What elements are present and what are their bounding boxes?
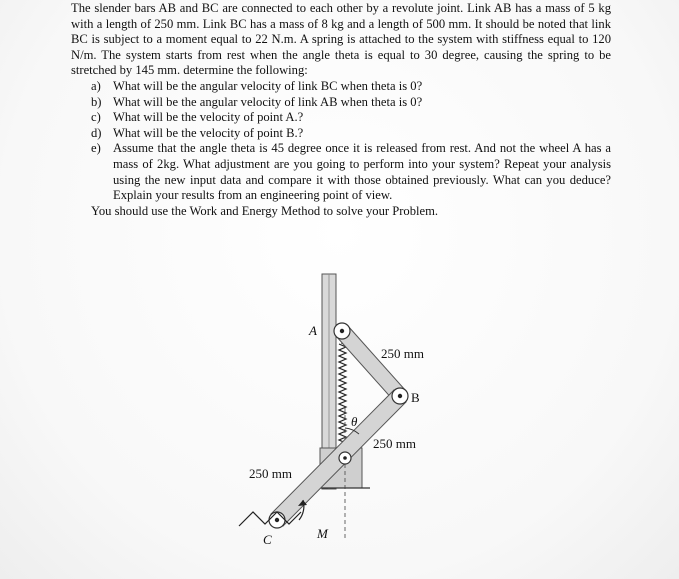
pin-b-center [398, 394, 402, 398]
label-b: B [411, 390, 420, 405]
pin-c-center [275, 518, 279, 522]
question-item [91, 110, 611, 126]
mechanism-diagram [235, 268, 445, 553]
question-item [91, 94, 611, 111]
question-text: Assume that the angle theta is 45 degree once it is released from rest. And not the wheel A has a mass of 2kg. What adjustment are you going to perform into your system? Repeat your analysis using the new input data and compare it with those obtained previously. What can you deduce? Explain your results from an engineering point of view. [113, 141, 611, 203]
dimension-bc-lower: 250 mm [249, 466, 292, 481]
problem-closing: You should use the Work and Energy Method to solve your Problem. [91, 203, 439, 218]
question-label: b) [91, 94, 102, 109]
problem-intro: The slender bars AB and BC are connected to each other by a revolute joint. Link AB has a mass of 5 kg with a length of 250 mm. Link BC has a mass of 8 kg and a length of 500 mm. It should be noted that link BC is subject to a moment equal to 22 N.m. A spring is attached to the system with stiffness equal to 120 N/m. The system starts from rest when the angle theta is equal to 30 degree, causing the spring to be stretched by 145 mm. determine the following: [71, 1, 611, 78]
slider-pin-center [343, 456, 347, 460]
dimension-ab: 250 mm [381, 346, 424, 361]
mechanism-figure [235, 268, 445, 553]
label-c: C [263, 532, 272, 547]
question-text: What will be the angular velocity of link BC when theta is 0? [113, 78, 423, 93]
question-text: What will be the velocity of point A.? [113, 110, 304, 125]
question-text: What will be the velocity of point B.? [113, 125, 304, 140]
spring-coil [339, 344, 346, 452]
question-list [71, 79, 611, 204]
question-label: e) [91, 141, 101, 156]
question-label: c) [91, 110, 101, 125]
dimension-bc-upper: 250 mm [373, 436, 416, 451]
question-label: d) [91, 125, 102, 140]
pin-a-center [340, 329, 344, 333]
question-text: What will be the angular velocity of link AB when theta is 0? [113, 94, 423, 109]
question-item [91, 141, 611, 203]
question-item [91, 125, 611, 142]
question-label: a) [91, 78, 101, 93]
question-item [91, 78, 611, 95]
label-theta: θ [351, 414, 358, 429]
problem-text [71, 1, 611, 219]
label-a: A [309, 323, 317, 338]
label-m: M [317, 526, 328, 541]
